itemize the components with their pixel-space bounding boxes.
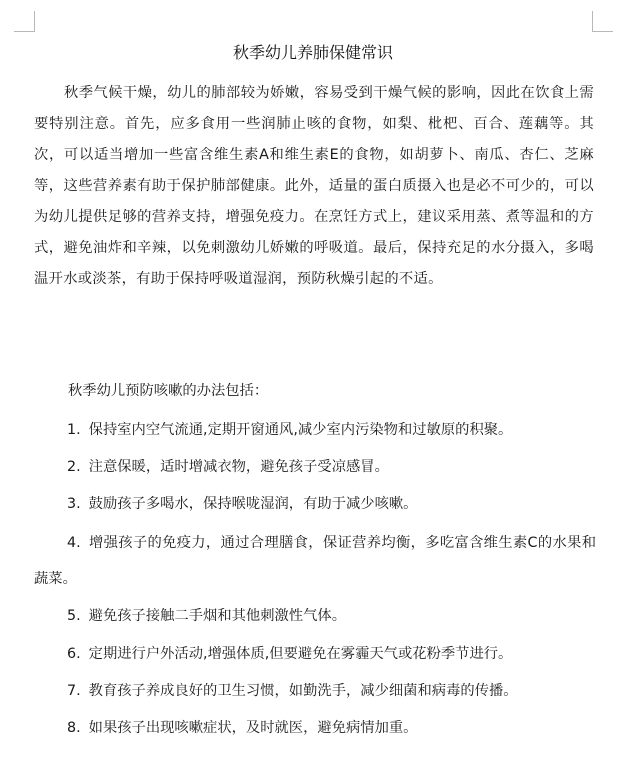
list-item-text: 教育孩子养成良好的卫生习惯，如勤洗手，减少细菌和病毒的传播。 (88, 683, 518, 699)
list-item-5 (34, 598, 596, 634)
list-item-number: 8. (67, 720, 81, 736)
list-item-3 (34, 486, 596, 522)
list-item-text: 避免孩子接触二手烟和其他刺激性气体。 (88, 608, 346, 624)
list-item-1 (34, 412, 596, 448)
list-item-4 (34, 525, 596, 597)
list-item-number: 3. (67, 496, 81, 512)
margin-corner-top-left (14, 11, 35, 32)
list-item-number: 4. (67, 535, 81, 551)
list-item-number: 1. (67, 422, 81, 438)
list-item-text: 增强孩子的免疫力，通过合理膳食，保证营养均衡，多吃富含维生素C的水果和蔬菜。 (34, 535, 596, 587)
list-item-number: 2. (67, 459, 81, 475)
list-item-2 (34, 449, 596, 485)
page-title: 秋季幼儿养肺保健常识 (232, 43, 393, 62)
intro-paragraph: 秋季气候干燥，幼儿的肺部较为娇嫩，容易受到干燥气候的影响，因此在饮食上需要特别注意。首先，应多食用一些润肺止咳的食物，如梨、枇杷、百合、莲藕等。其次，可以适当增加一些富含维生素A和维生素E的食物，如胡萝卜、南瓜、杏仁、芝麻等，这些营养素有助于保护肺部健康。此外，适量的蛋白质摄入也是必不可少的，可以为幼儿提供足够的营养支持，增强免疫力。在烹饪方式上，建议采用蒸、煮等温和的方式，避免油炸和辛辣，以免刺激幼儿娇嫩的呼吸道。最后，保持充足的水分摄入，多喝温开水或淡茶，有助于保持呼吸道湿润，预防秋燥引起的不适。 (34, 85, 594, 287)
margin-corner-top-right (592, 11, 613, 32)
list-item-number: 6. (67, 646, 81, 662)
list-item-8 (34, 710, 596, 746)
list-item-6 (34, 636, 596, 672)
list-item-number: 5. (67, 608, 81, 624)
list-intro: 秋季幼儿预防咳嗽的办法包括： (68, 383, 269, 399)
list-item-text: 注意保暖，适时增减衣物，避免孩子受凉感冒。 (88, 459, 389, 475)
list-item-7 (34, 673, 596, 709)
list-item-text: 鼓励孩子多喝水，保持喉咙湿润，有助于减少咳嗽。 (88, 496, 418, 512)
list-item-number: 7. (67, 683, 81, 699)
list-item-text: 如果孩子出现咳嗽症状，及时就医，避免病情加重。 (88, 720, 418, 736)
list-item-text: 定期进行户外活动,增强体质,但要避免在雾霾天气或花粉季节进行。 (88, 646, 513, 662)
list-item-text: 保持室内空气流通,定期开窗通风,减少室内污染物和过敏原的积聚。 (88, 422, 513, 438)
